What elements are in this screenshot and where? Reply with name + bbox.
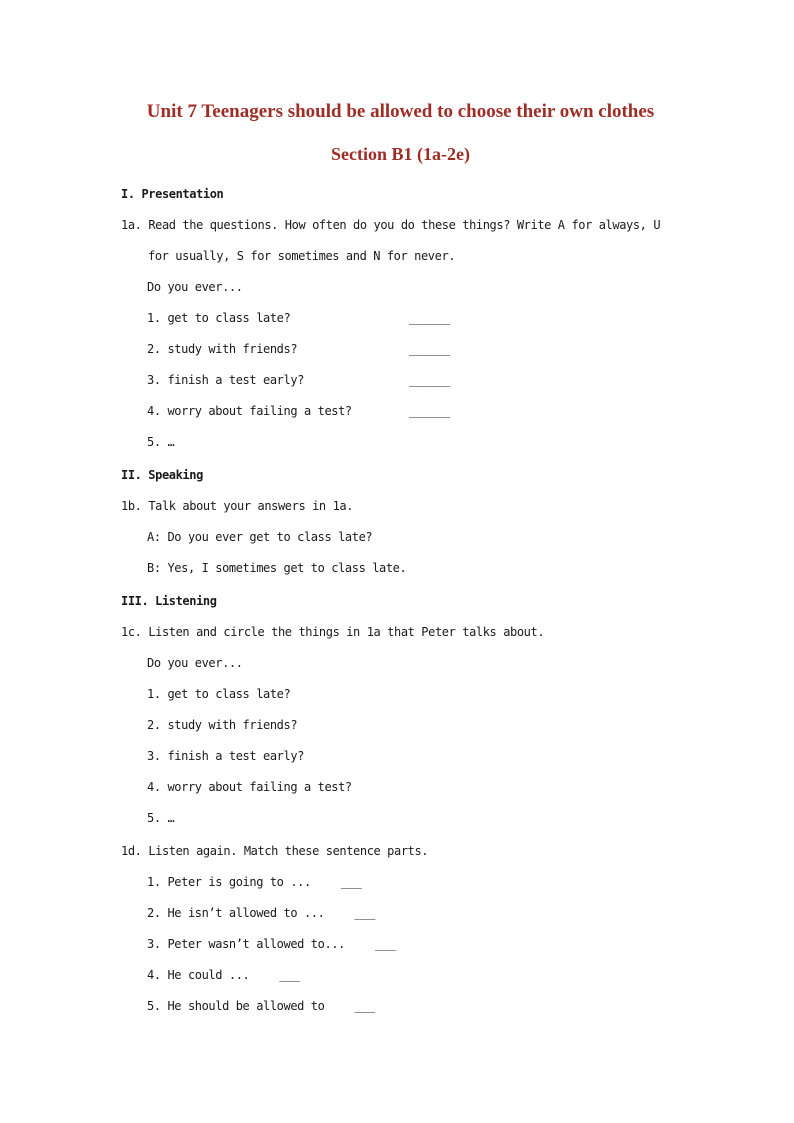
question-number: 3. <box>147 749 161 763</box>
question-number: 4. <box>147 780 161 794</box>
section-heading-presentation: I. Presentation <box>121 187 224 201</box>
task-1a-label: 1a. <box>121 218 142 232</box>
question-text <box>147 365 409 396</box>
task-1b-label: 1b. <box>121 499 142 513</box>
question-label: study with friends? <box>167 718 298 732</box>
question-label: worry about failing a test? <box>167 780 352 794</box>
match-blank: ___ <box>354 906 375 920</box>
question-label: get to class late? <box>167 311 291 325</box>
task-1c-instruction: Listen and circle the things in 1a that Peter talks about. <box>148 625 545 639</box>
question-number: 5. <box>147 435 161 449</box>
dialogue-line-a: A: Do you ever get to class late? <box>147 530 373 544</box>
match-blank: ___ <box>374 937 396 951</box>
match-number: 3. <box>147 937 161 951</box>
question-number: 2. <box>147 342 161 356</box>
answer-blank: ______ <box>409 342 450 356</box>
question-text <box>147 396 409 427</box>
answer-blank: ______ <box>409 373 450 387</box>
question-label: worry about failing a test? <box>167 404 352 418</box>
match-text: Peter is going to ... <box>167 875 311 889</box>
question-number: 1. <box>147 311 161 325</box>
task-1c-label: 1c. <box>121 625 142 639</box>
question-label: … <box>167 811 175 825</box>
match-row <box>121 867 680 898</box>
question-label: study with friends? <box>167 342 298 356</box>
question-label: … <box>167 435 175 449</box>
task-1c-line <box>121 617 680 648</box>
question-row <box>121 396 680 427</box>
task-1a-instruction: Read the questions. How often do you do these things? Write A for always, U for usually, S for sometimes and N for never. <box>148 218 661 263</box>
question-text <box>147 427 409 458</box>
question-number: 3. <box>147 373 161 387</box>
question-label: finish a test early? <box>167 373 304 387</box>
question-row <box>121 303 680 334</box>
question-row <box>121 334 680 365</box>
document-content <box>121 179 680 1022</box>
dialogue-line-b: B: Yes, I sometimes get to class late. <box>147 561 407 575</box>
task-1b-instruction: Talk about your answers in 1a. <box>148 499 354 513</box>
task-1b-line <box>121 491 680 522</box>
match-text: He could ... <box>167 968 250 982</box>
task-1c-prompt: Do you ever... <box>147 656 243 670</box>
question-label: finish a test early? <box>167 749 304 763</box>
match-number: 2. <box>147 906 161 920</box>
question-row <box>121 710 680 741</box>
match-blank: ___ <box>340 875 362 889</box>
question-number: 1. <box>147 687 161 701</box>
question-row <box>121 427 680 458</box>
question-row <box>121 365 680 396</box>
match-text: He isn’t allowed to ... <box>167 906 325 920</box>
section-heading-listening: III. Listening <box>121 594 217 608</box>
match-row <box>121 929 680 960</box>
match-number: 5. <box>147 999 161 1013</box>
answer-blank: ______ <box>409 311 450 325</box>
answer-blank: ______ <box>409 404 450 418</box>
task-1a-prompt: Do you ever... <box>147 280 243 294</box>
match-blank: ___ <box>279 968 300 982</box>
question-text <box>147 303 409 334</box>
question-number: 4. <box>147 404 161 418</box>
task-1d-label: 1d. <box>121 844 142 858</box>
task-1d-line <box>121 836 680 867</box>
match-text: Peter wasn’t allowed to... <box>167 937 345 951</box>
question-row <box>121 679 680 710</box>
section-heading-speaking: II. Speaking <box>121 468 203 482</box>
match-row <box>121 960 680 991</box>
question-label: get to class late? <box>167 687 291 701</box>
match-row <box>121 898 680 929</box>
question-text <box>147 334 409 365</box>
match-number: 1. <box>147 875 161 889</box>
question-number: 5. <box>147 811 161 825</box>
question-row <box>121 772 680 803</box>
match-row <box>121 991 680 1022</box>
question-row <box>121 741 680 772</box>
match-blank: ___ <box>354 999 375 1013</box>
match-text: He should be allowed to <box>167 999 325 1013</box>
document-title: Unit 7 Teenagers should be allowed to choose their own clothes <box>146 101 655 122</box>
question-number: 2. <box>147 718 161 732</box>
document-subtitle: Section B1 (1a-2e) <box>331 144 470 164</box>
task-1d-instruction: Listen again. Match these sentence parts. <box>148 844 429 858</box>
match-number: 4. <box>147 968 161 982</box>
question-row <box>121 803 680 834</box>
task-1a-line <box>121 210 680 272</box>
